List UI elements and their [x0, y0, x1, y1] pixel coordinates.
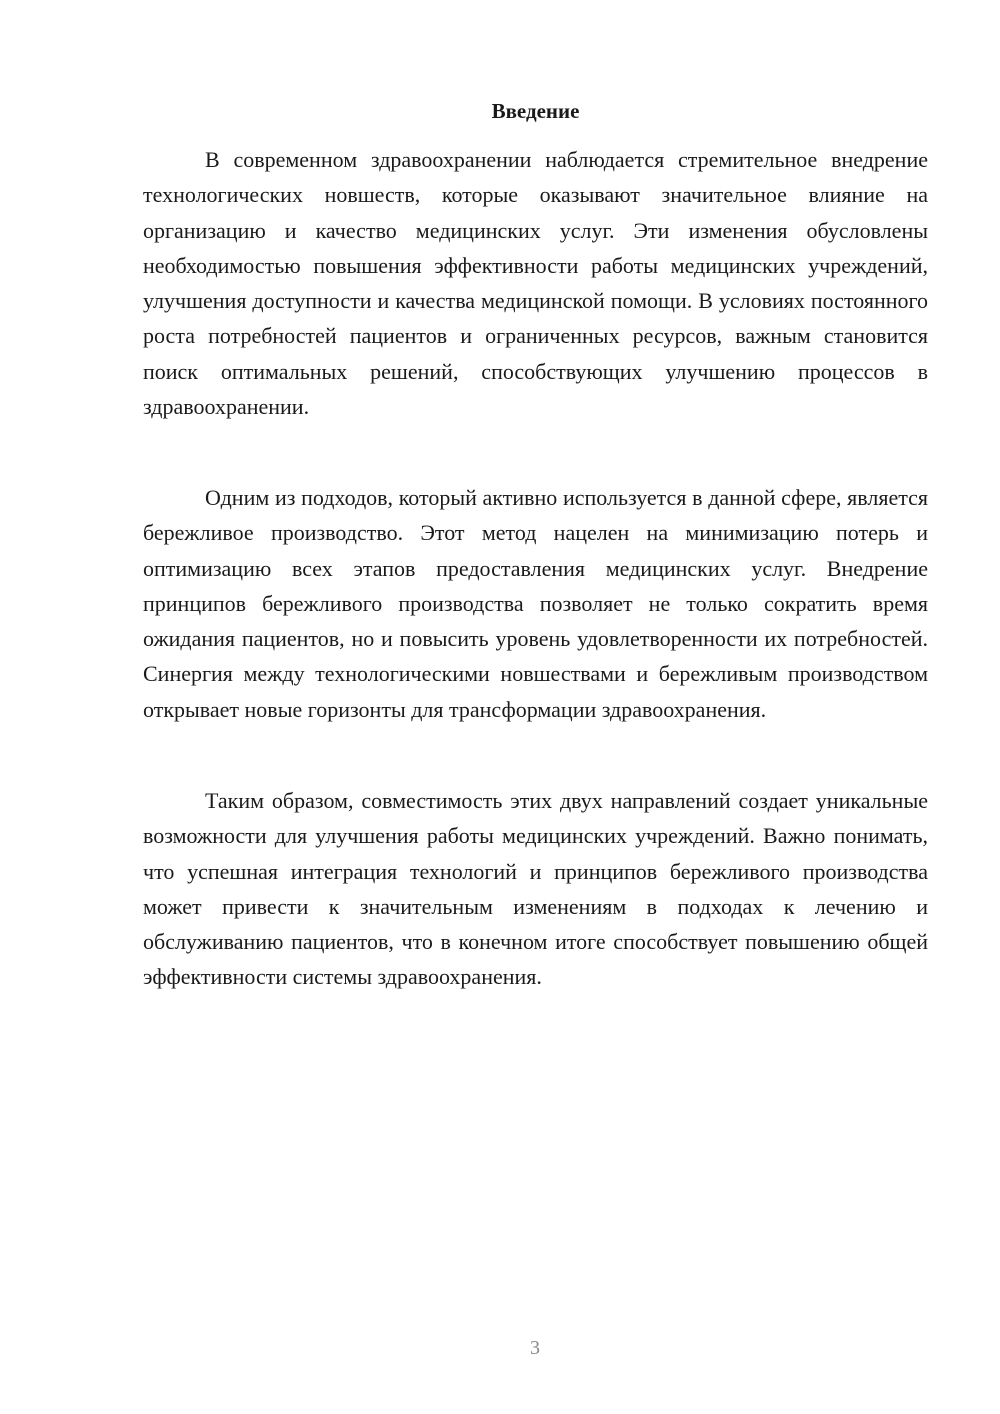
- paragraph-1: В современном здравоохранении наблюдается стремительное внедрение технологических новшеств, которые оказывают значительное влияние на организацию и качество медицинских услуг. Эти изменения обусловлены необходимостью повышения эффективности работы медицинских учреждений, улучшения доступности и качества медицинской помощи. В условиях постоянного роста потребностей пациентов и ограниченных ресурсов, важным становится поиск оптимальных решений, способствующих улучшению процессов в здравоохранении.: [143, 147, 928, 420]
- paragraph-2: Одним из подходов, который активно используется в данной сфере, является бережливое производство. Этот метод нацелен на минимизацию потерь и оптимизацию всех этапов предоставления медицинских услуг. Внедрение принципов бережливого производства позволяет не только сократить время ожидания пациентов, но и повысить уровень удовлетворенности их потребностей. Синергия между технологическими новшествами и бережливым производством открывает новые горизонты для трансформации здравоохранения.: [143, 485, 928, 722]
- page-number: 3: [530, 1337, 540, 1359]
- paragraph-3: Таким образом, совместимость этих двух направлений создает уникальные возможности для улучшения работы медицинских учреждений. Важно понимать, что успешная интеграция технологий и принципов бережливого производства может привести к значительным изменениям в подходах к лечению и обслуживанию пациентов, что в конечном итоге способствует повышению общей эффективности системы здравоохранения.: [143, 788, 928, 990]
- page-title: Введение: [491, 99, 580, 123]
